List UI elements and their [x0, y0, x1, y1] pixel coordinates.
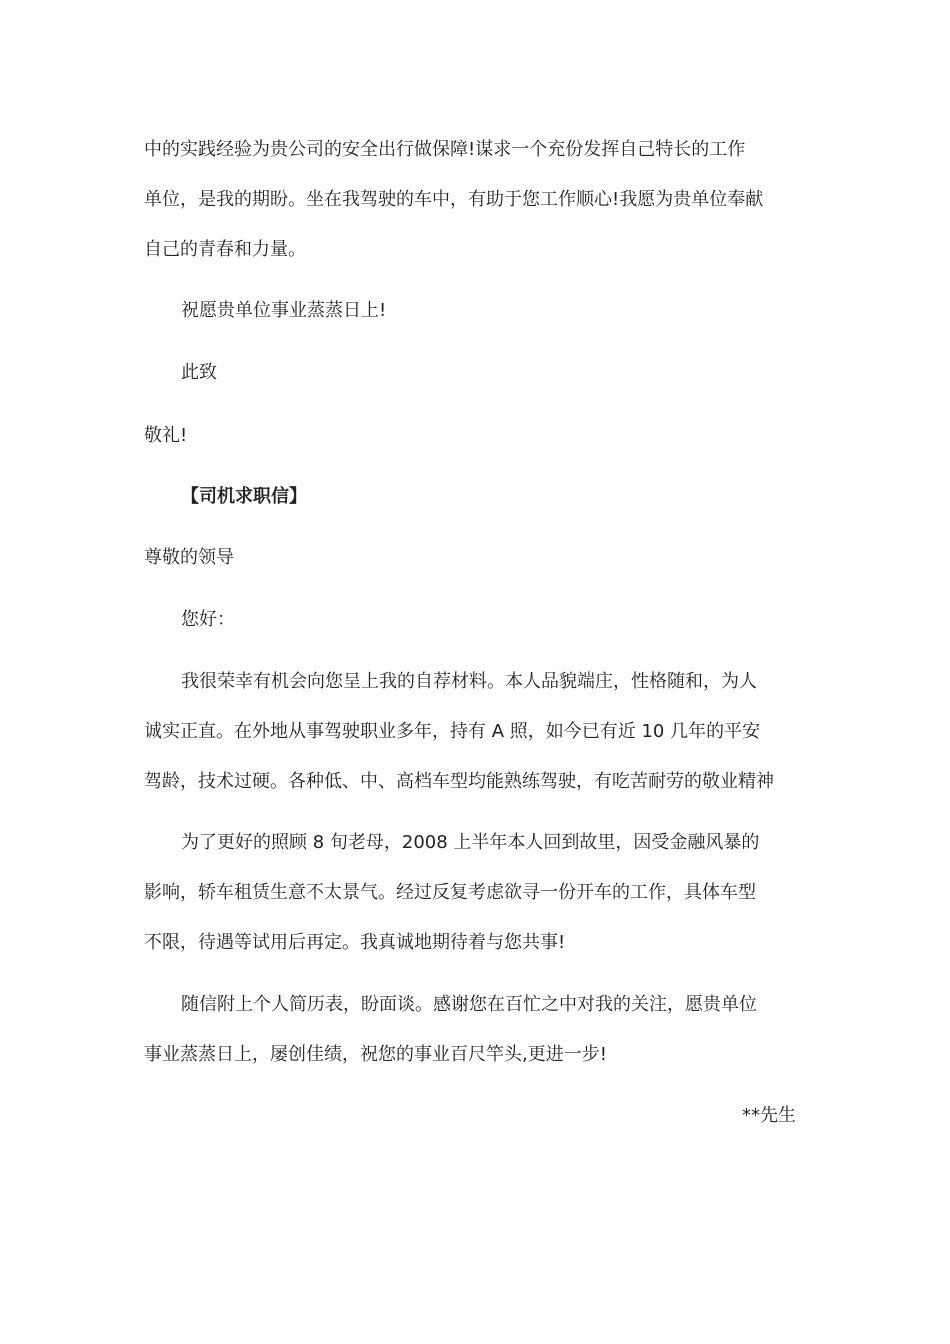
section-title: 【司机求职信】	[181, 486, 307, 507]
closing-salutation: 此致	[181, 362, 217, 383]
paragraph-line: 随信附上个人简历表，盼面谈。感谢您在百忙之中对我的关注，愿贵单位	[181, 994, 757, 1015]
paragraph-line: 我很荣幸有机会向您呈上我的自荐材料。本人品貌端庄，性格随和，为人	[181, 671, 757, 692]
letter-hello: 您好：	[181, 609, 235, 630]
paragraph-line: 驾龄，技术过硬。各种低、中、高档车型均能熟练驾驶，有吃苦耐劳的敬业精神	[144, 771, 774, 792]
letter-greeting: 尊敬的领导	[144, 547, 234, 568]
paragraph-line: 自己的青春和力量。	[144, 239, 306, 260]
paragraph-line: 单位，是我的期盼。坐在我驾驶的车中，有助于您工作顺心!我愿为贵单位奉献	[144, 189, 764, 210]
paragraph-line: 事业蒸蒸日上，屡创佳绩，祝您的事业百尺竿头,更进一步!	[144, 1044, 607, 1065]
paragraph-line: 中的实践经验为贵公司的安全出行做保障!谋求一个充份发挥自己特长的工作	[144, 139, 746, 160]
paragraph-line: 为了更好的照顾 8 旬老母，2008 上半年本人回到故里，因受金融风暴的	[181, 832, 760, 853]
closing-regards: 敬礼!	[144, 425, 188, 446]
paragraph-line: 不限，待遇等试用后再定。我真诚地期待着与您共事!	[144, 932, 566, 953]
paragraph-line: 影响，轿车租赁生意不太景气。经过反复考虑欲寻一份开车的工作，具体车型	[144, 882, 756, 903]
signature: **先生	[742, 1105, 796, 1126]
paragraph-line: 诚实正直。在外地从事驾驶职业多年，持有 A 照，如今已有近 10 几年的平安	[144, 721, 761, 742]
closing-wish: 祝愿贵单位事业蒸蒸日上!	[181, 300, 387, 321]
